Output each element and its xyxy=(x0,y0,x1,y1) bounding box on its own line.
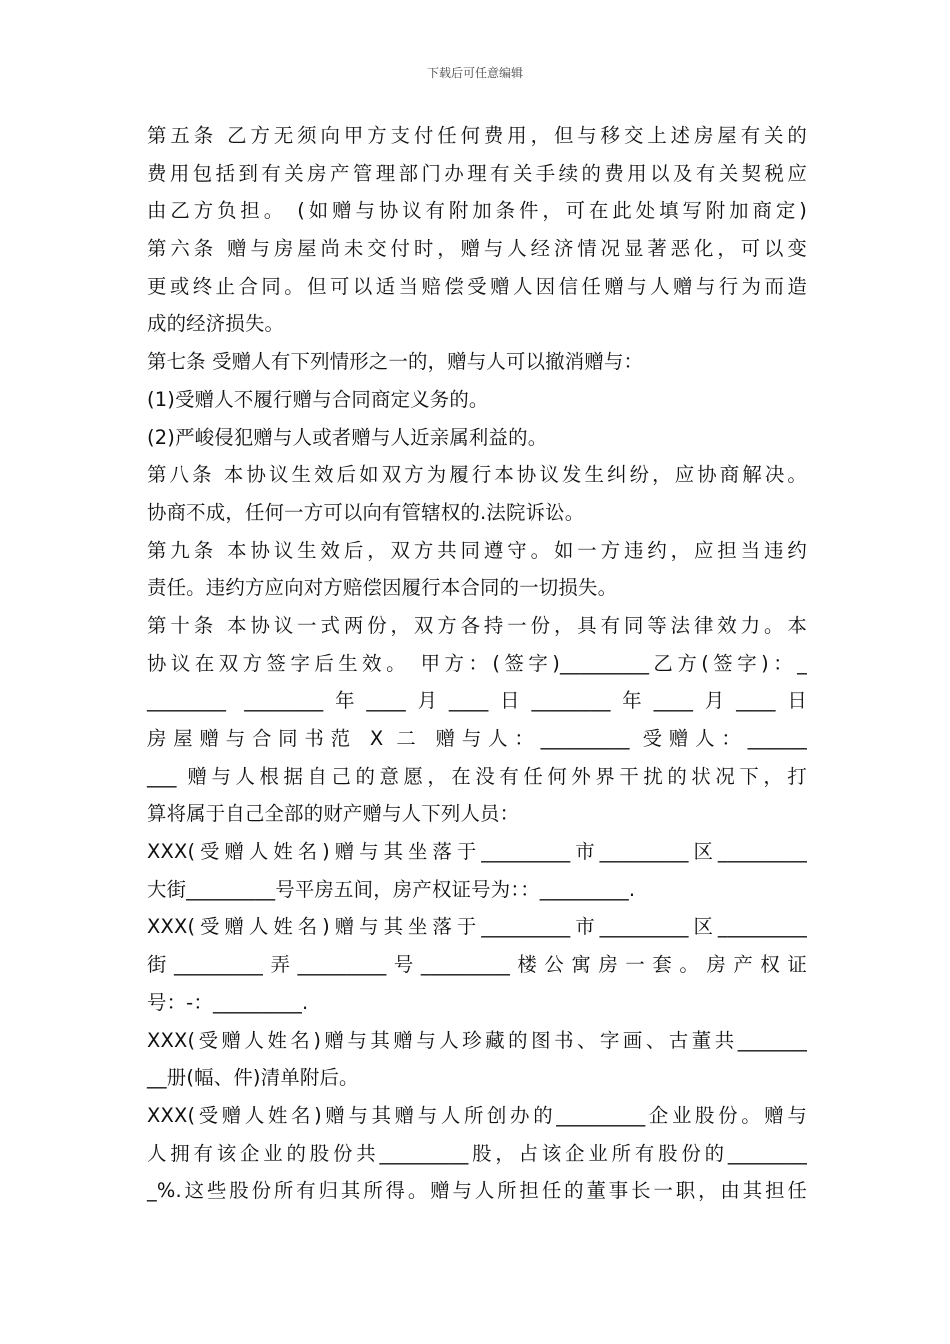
text-line: 费用包括到有关房产管理部门办理有关手续的费用以及有关契税应 xyxy=(147,161,807,185)
text-line: 协议在双方签字后生效。 甲方：(签字)_________乙方(签字)：_ xyxy=(147,651,807,675)
text-line: 算将属于自己全部的财产赠与人下列人员： xyxy=(147,802,520,826)
text-line: ___ 赠与人根据自己的意愿，在没有任何外界干扰的状况下，打 xyxy=(147,764,807,788)
text-line: 人拥有该企业的股份共_________股，占该企业所有股份的________ xyxy=(147,1141,807,1165)
text-line: __册(幅、件)清单附后。 xyxy=(147,1066,359,1090)
text-line: 责任。违约方应向对方赔偿因履行本合同的一切损失。 xyxy=(147,576,618,600)
text-line: 第六条 赠与房屋尚未交付时，赠与人经济情况显著恶化，可以变 xyxy=(147,237,807,261)
text-line: 第十条 本协议一式两份，双方各持一份，具有同等法律效力。本 xyxy=(147,613,807,637)
text-line: (1)受赠人不履行赠与合同商定义务的。 xyxy=(147,387,489,411)
text-line: 由乙方负担。 (如赠与协议有附加条件，可在此处填写附加商定) xyxy=(147,199,807,223)
text-line: 号：-：_________. xyxy=(147,990,309,1014)
text-line: 第七条 受赠人有下列情形之一的，赠与人可以撤消赠与： xyxy=(147,350,644,374)
page-header: 下载后可任意编辑 xyxy=(426,66,523,80)
text-line: XXX(受赠人姓名)赠与其赠与人所创办的_________企业股份。赠与 xyxy=(147,1103,807,1127)
text-line: XXX(受赠人姓名)赠与其赠与人珍藏的图书、字画、古董共_______ xyxy=(147,1028,807,1052)
text-line: 街_________弄_________号_________楼公寓房一套。房产权证 xyxy=(147,953,807,977)
text-line: 成的经济损失。 xyxy=(147,312,285,336)
text-line: 第九条 本协议生效后，双方共同遵守。如一方违约，应担当违约 xyxy=(147,538,807,562)
text-line: 更或终止合同。但可以适当赔偿受赠人因信任赠与人赠与行为而造 xyxy=(147,274,807,298)
text-line: XXX(受赠人姓名)赠与其坐落于_________市_________区_________ xyxy=(147,915,807,939)
text-line: 大街_________号平房五间，房产权证号为：：_________. xyxy=(147,877,636,901)
text-line: ________ ________年____月____日________年____月____日 xyxy=(147,689,807,713)
text-line: 第八条 本协议生效后如双方为履行本协议发生纠纷，应协商解决。 xyxy=(147,463,807,487)
text-line: _%.这些股份所有归其所得。赠与人所担任的董事长一职，由其担任 xyxy=(147,1179,807,1203)
text-line: 第五条 乙方无须向甲方支付任何费用，但与移交上述房屋有关的 xyxy=(147,124,807,147)
text-line: XXX(受赠人姓名)赠与其坐落于_________市_________区_________ xyxy=(147,840,807,864)
text-line: 房屋赠与合同书范 X 二 赠与人：_________ 受赠人：______ xyxy=(147,727,807,750)
text-line: (2)严峻侵犯赠与人或者赠与人近亲属利益的。 xyxy=(147,425,548,449)
document-body xyxy=(147,117,807,1210)
text-line: 协商不成，任何一方可以向有管辖权的.法院诉讼。 xyxy=(147,500,585,524)
